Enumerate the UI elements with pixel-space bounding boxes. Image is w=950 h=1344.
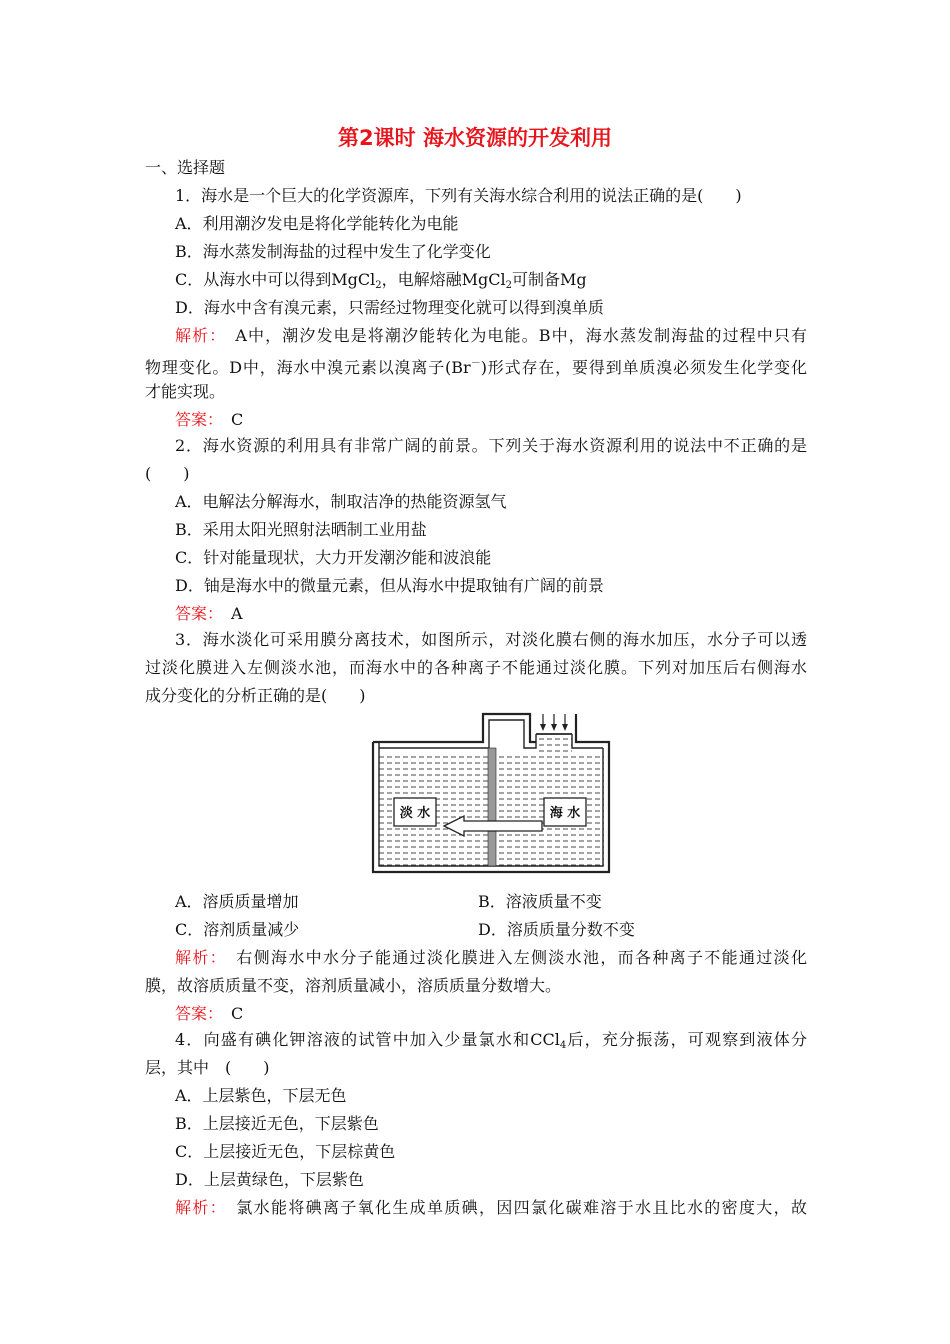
q3-stem-line2: 过淡化膜进入左侧淡水池，而海水中的各种离子不能通过淡化膜。下列对加压后右侧海水	[145, 658, 807, 677]
q1-option-a: A．利用潮汐发电是将化学能转化为电能	[175, 214, 459, 233]
q3-option-a: A．溶质质量增加	[175, 892, 299, 911]
q1-explanation-line2: 物理变化。D中，海水中溴元素以溴离子(Br－)形式存在，要得到单质溴必须发生化学变化	[145, 358, 807, 377]
q2-stem-line2: ( )	[145, 464, 190, 483]
q3-option-d: D．溶质质量分数不变	[478, 920, 635, 939]
q1-option-d: D．海水中含有溴元素，只需经过物理变化就可以得到溴单质	[175, 298, 604, 317]
answer-label: 答案：	[175, 604, 216, 623]
fresh-water-label: 淡 水	[399, 806, 431, 821]
q1-explanation-line1: 解析： A中，潮汐发电是将潮汐能转化为电能。B中，海水蒸发制海盐的过程中只有	[175, 326, 807, 345]
q4-explanation-line1: 解析： 氯水能将碘离子氧化生成单质碘，因四氯化碳难溶于水且比水的密度大，故	[175, 1198, 807, 1217]
q1-option-b: B．海水蒸发制海盐的过程中发生了化学变化	[175, 242, 491, 261]
explanation-label: 解析：	[175, 948, 219, 967]
q4-option-a: A．上层紫色，下层无色	[175, 1086, 347, 1105]
q1-option-c: C．从海水中可以得到MgCl$_2$，电解熔融MgCl$_2$可制备Mg	[175, 270, 587, 291]
q3-explanation-line2: 膜，故溶质质量不变，溶剂质量减小，溶质质量分数增大。	[145, 976, 562, 995]
answer-label: 答案：	[175, 410, 216, 429]
container-inner-top	[379, 720, 536, 748]
piston-water	[536, 734, 572, 752]
explanation-label: 解析：	[175, 1198, 219, 1217]
page-title: 第2课时 海水资源的开发利用	[338, 126, 612, 150]
answer-label: 答案：	[175, 1004, 216, 1023]
desalination-diagram	[370, 712, 615, 877]
sea-water-label: 海 水	[549, 806, 581, 821]
desalination-membrane	[488, 748, 496, 866]
q3-option-b: B．溶液质量不变	[478, 892, 602, 911]
q1-stem: 1．海水是一个巨大的化学资源库，下列有关海水综合利用的说法正确的是( )	[175, 186, 742, 205]
q4-option-d: D．上层黄绿色，下层紫色	[175, 1170, 364, 1189]
q4-stem-line2: 层，其中 ( )	[145, 1058, 270, 1077]
q3-explanation-line1: 解析： 右侧海水中水分子能通过淡化膜进入左侧淡水池，而各种离子不能通过淡化	[175, 948, 807, 967]
section-heading: 一、选择题	[145, 158, 226, 177]
q3-stem-line3: 成分变化的分析正确的是( )	[145, 686, 366, 705]
q4-option-c: C．上层接近无色，下层棕黄色	[175, 1142, 396, 1161]
q2-option-c: C．针对能量现状，大力开发潮汐能和波浪能	[175, 548, 492, 567]
q2-answer: 答案： A	[175, 604, 243, 623]
q4-option-b: B．上层接近无色，下层紫色	[175, 1114, 379, 1133]
q2-option-a: A．电解法分解海水，制取洁净的热能资源氢气	[175, 492, 507, 511]
q1-explanation-line3: 才能实现。	[145, 382, 226, 401]
q4-stem-line1: 4．向盛有碘化钾溶液的试管中加入少量氯水和CCl$_4$后，充分振荡，可观察到液体分	[175, 1030, 807, 1051]
q3-stem-line1: 3．海水淡化可采用膜分离技术，如图所示，对淡化膜右侧的海水加压，水分子可以透	[175, 630, 807, 649]
container-wall-top	[373, 714, 536, 742]
q2-stem-line1: 2．海水资源的利用具有非常广阔的前景。下列关于海水资源利用的说法中不正确的是	[175, 436, 807, 455]
q3-option-c: C．溶剂质量减少	[175, 920, 300, 939]
explanation-label: 解析：	[175, 326, 219, 345]
q2-option-b: B．采用太阳光照射法晒制工业用盐	[175, 520, 427, 539]
q1-answer: 答案： C	[175, 410, 244, 429]
q3-answer: 答案： C	[175, 1004, 244, 1023]
q2-option-d: D．铀是海水中的微量元素，但从海水中提取铀有广阔的前景	[175, 576, 604, 595]
